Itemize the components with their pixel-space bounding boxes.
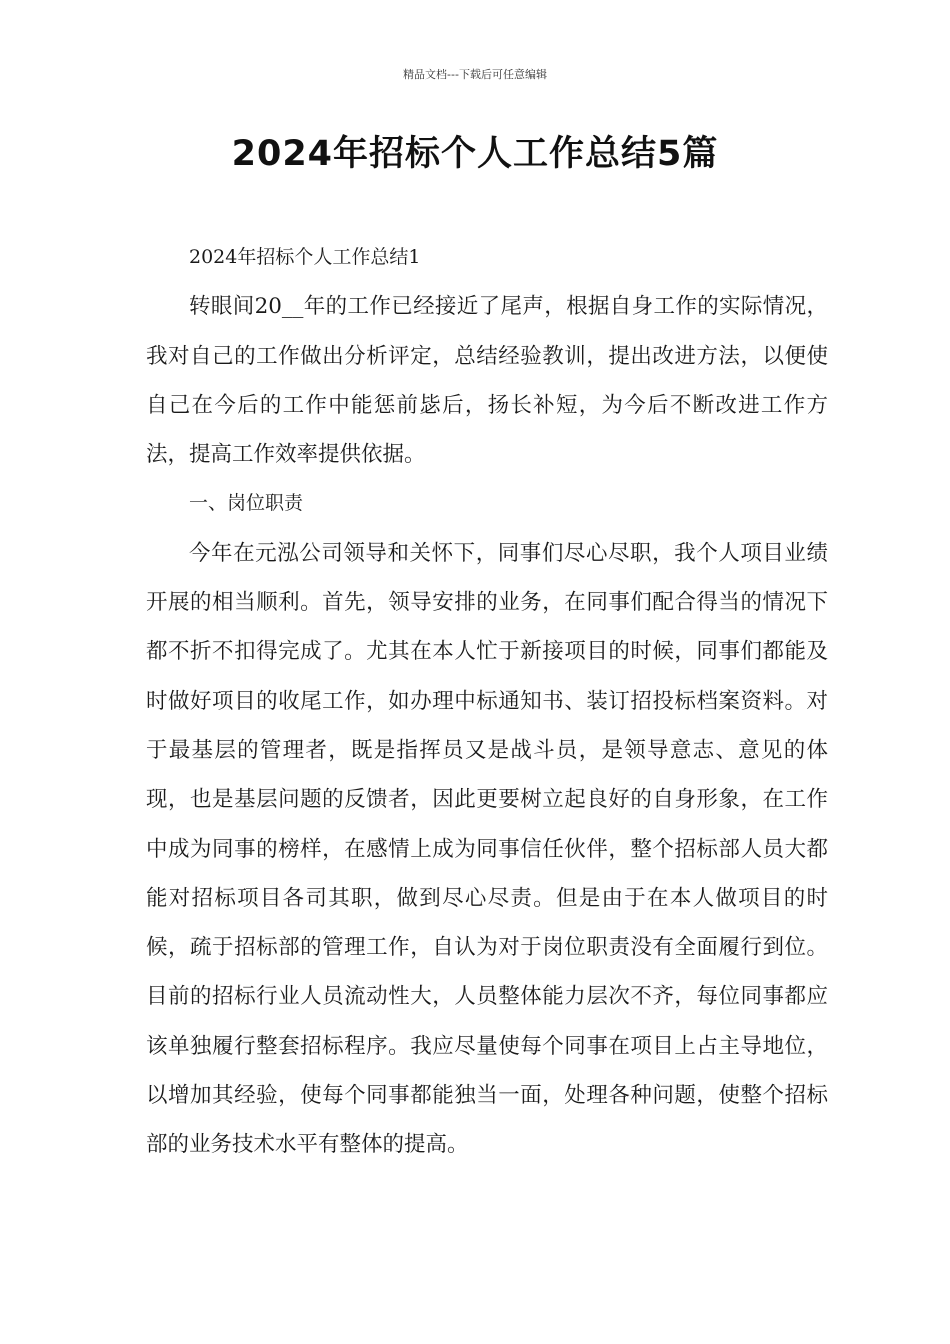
section-title: 2024年招标个人工作总结1 [189,246,421,268]
document-body [146,233,828,1170]
paragraph-intro: 转眼间20__年的工作已经接近了尾声，根据自身工作的实际情况，我对自己的工作做出分析评定，总结经验教训，提出改进方法，以便使自己在今后的工作中能惩前毖后，扬长补短，为今后不断改进工作方法，提高工作效率提供依据。 [146,294,828,468]
paragraph-job-duties: 今年在元泓公司领导和关怀下，同事们尽心尽职，我个人项目业绩开展的相当顺利。首先，领导安排的业务，在同事们配合得当的情况下都不折不扣得完成了。尤其在本人忙于新接项目的时候，同事们都能及时做好项目的收尾工作，如办理中标通知书、装订招投标档案资料。对于最基层的管理者，既是指挥员又是战斗员，是领导意志、意见的体现，也是基层问题的反馈者，因此更要树立起良好的自身形象，在工作中成为同事的榜样，在感情上成为同事信任伙伴，整个招标部人员大都能对招标项目各司其职，做到尽心尽责。但是由于在本人做项目的时候，疏于招标部的管理工作，自认为对于岗位职责没有全面履行到位。目前的招标行业人员流动性大，人员整体能力层次不齐，每位同事都应该单独履行整套招标程序。我应尽量使每个同事在项目上占主导地位，以增加其经验，使每个同事都能独当一面，处理各种问题，使整个招标部的业务技术水平有整体的提高。 [146,540,828,1158]
header-note: 精品文档---下载后可任意编辑 [403,68,547,81]
heading-job-duties: 一、岗位职责 [189,492,304,515]
document-title: 2024年招标个人工作总结5篇 [231,134,719,174]
